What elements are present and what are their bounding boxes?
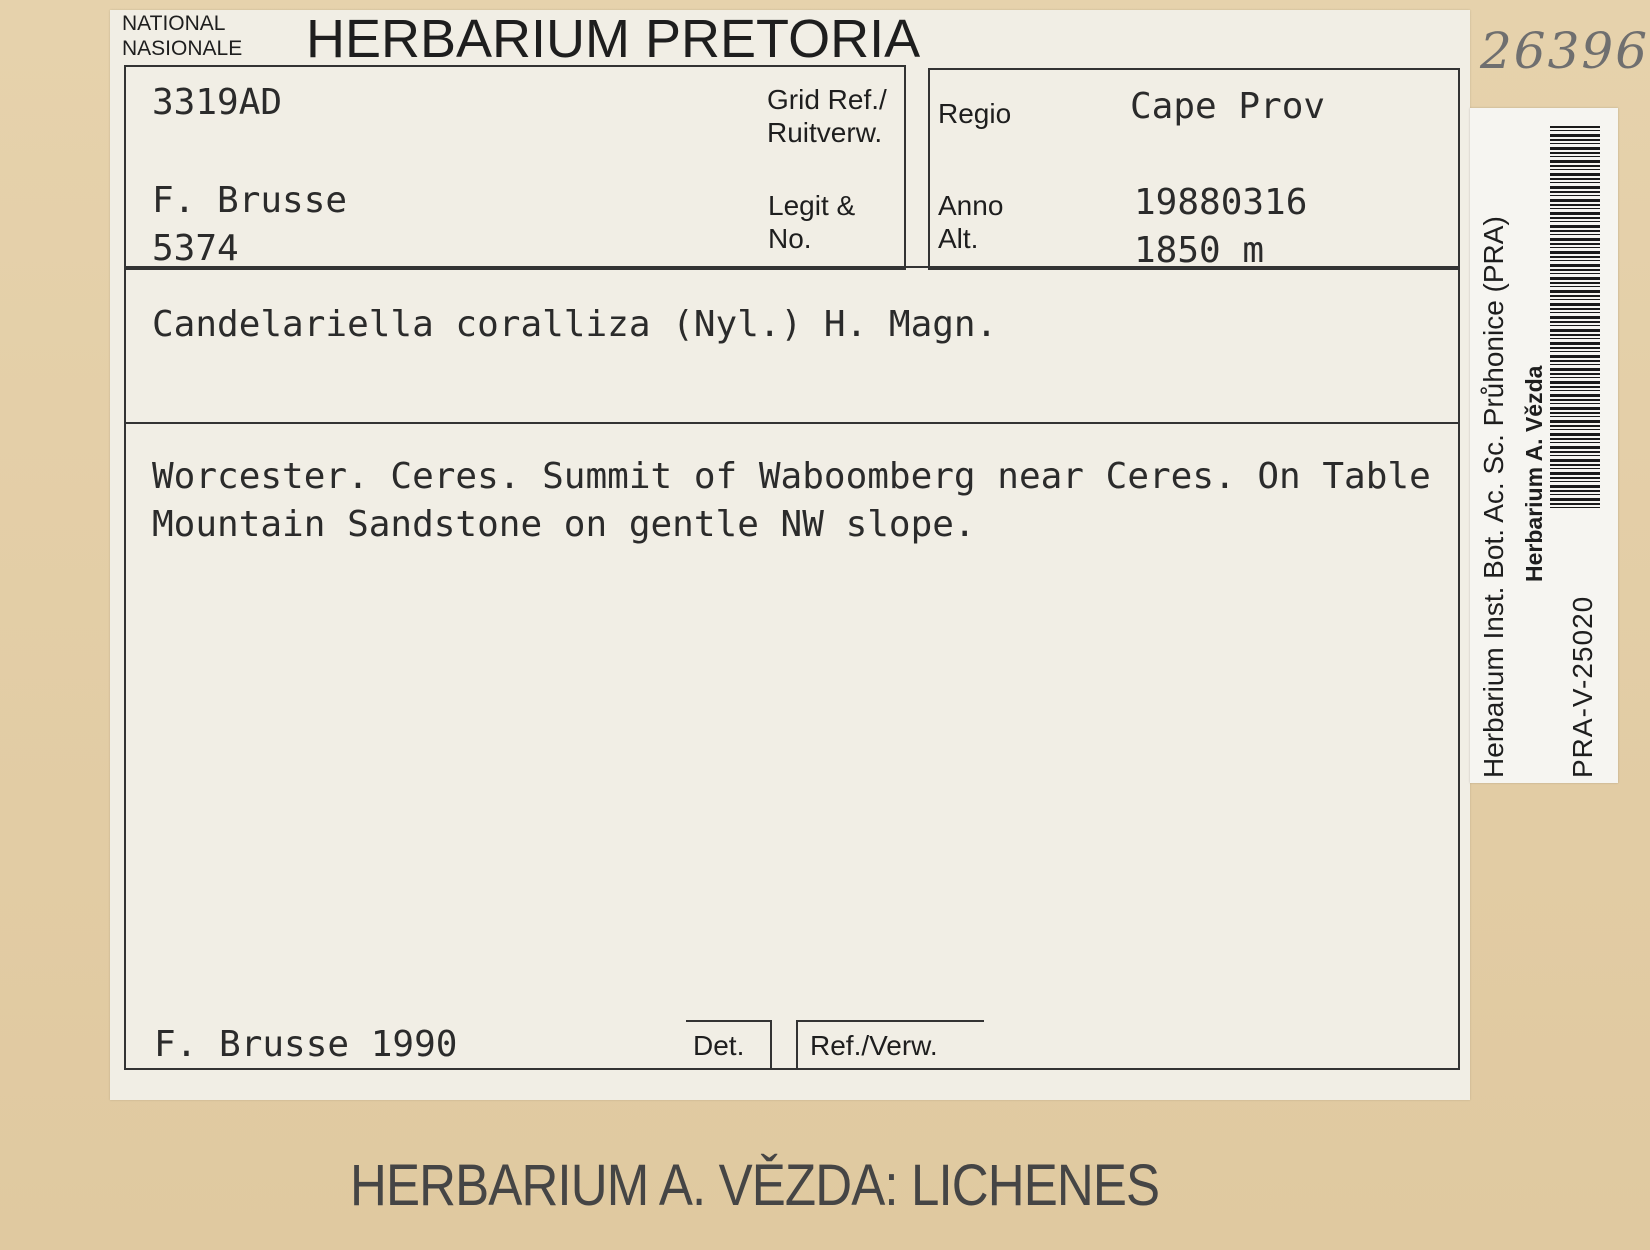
grid-ref-label: Grid Ref./: [767, 84, 887, 115]
det-label: Det.: [693, 1030, 745, 1061]
handwritten-number: 26396: [1480, 22, 1650, 80]
alt-value: 1850 m: [1134, 230, 1265, 271]
no-label: No.: [768, 223, 812, 254]
collector-number: 5374: [152, 228, 239, 269]
det-box-right: [770, 1020, 772, 1070]
collector-name: F. Brusse: [152, 180, 348, 221]
regio-value: Cape Prov: [1130, 86, 1326, 127]
barcode-icon: [1550, 126, 1600, 511]
ruitverw-label: Ruitverw.: [767, 117, 883, 148]
taxon-name: Candelariella coralliza (Nyl.) H. Magn.: [152, 304, 998, 345]
national-text: NATIONAL: [122, 12, 226, 35]
locality-line-1: Worcester. Ceres. Summit of Waboomberg near Ceres. On Table: [152, 456, 1431, 497]
nasionale-text: NASIONALE: [122, 37, 243, 60]
ref-box-top: [796, 1020, 984, 1022]
locality-line-2: Mountain Sandstone on gentle NW slope.: [152, 504, 976, 545]
ref-box-left: [796, 1020, 798, 1070]
divider-line: [124, 422, 1460, 424]
ref-label: Ref./Verw.: [810, 1030, 938, 1061]
specimen-label: [110, 10, 1470, 1100]
main-box: [124, 266, 1460, 1070]
anno-value: 19880316: [1134, 182, 1308, 223]
regio-label: Regio: [938, 98, 1012, 129]
institution-text: Herbarium Inst. Bot. Ac. Sc. Průhonice (PRA): [1478, 216, 1509, 778]
determiner: F. Brusse 1990: [154, 1024, 458, 1065]
collection-text: Herbarium A. Vězda: [1521, 365, 1547, 582]
grid-ref-value: 3319AD: [152, 82, 283, 123]
det-box-top: [686, 1020, 772, 1022]
alt-label: Alt.: [938, 223, 979, 254]
legit-label: Legit &: [768, 190, 856, 221]
accession-number: PRA-V-25020: [1567, 595, 1598, 778]
anno-label: Anno: [938, 190, 1004, 221]
vezda-stamp: HERBARIUM A. VĚZDA: LICHENES: [350, 1153, 1160, 1218]
herbarium-title: HERBARIUM PRETORIA: [306, 9, 921, 69]
